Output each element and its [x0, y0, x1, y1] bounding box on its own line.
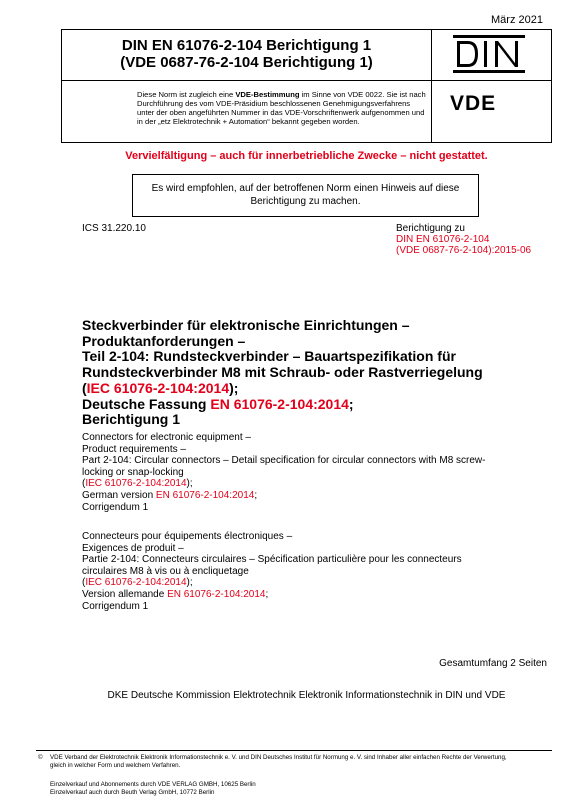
english-title-line: Product requirements – [82, 443, 186, 455]
correction-to-label: Berichtigung zu [396, 223, 465, 234]
copyright-note [38, 754, 520, 769]
french-title-line: Corrigendum 1 [82, 600, 149, 612]
text: Version allemande [82, 588, 168, 600]
english-title-line: Corrigendum 1 [82, 501, 149, 513]
english-title-line: locking or snap-locking [82, 466, 184, 478]
text: ; [254, 489, 258, 501]
document-title-line: DIN EN 61076-2-104 Berichtigung 1 [121, 37, 372, 54]
text: ( [82, 577, 86, 589]
english-title-line: Part 2-104: Circular connectors – Detail specification for circular connectors with M8 screw- [82, 455, 486, 467]
text: ; [265, 588, 269, 600]
english-title-line: Connectors for electronic equipment – [82, 432, 251, 443]
english-title-line [82, 490, 486, 502]
ics-code: ICS 31.220.10 [82, 223, 146, 234]
french-title-line: Connecteurs pour équipements électroniques – [82, 531, 293, 542]
text: Deutsche Fassung [82, 395, 211, 412]
german-title-line [82, 397, 542, 413]
text: ( [82, 478, 86, 490]
sales-line: Einzelverkauf auch durch Beuth Verlag GmbH, 10772 Berlin [50, 789, 215, 796]
sales-info [50, 781, 256, 797]
vde-note-text: im Sinne von VDE 0022. Sie ist nach Durchführung des vom VDE-Präsidium beschlossenen Genehmigungsverfahrens unter der oben angeführten Nummer in das VDE-Vorschriftenwerk aufgenommen und in der „etz Elektrotechnik + Automation“ bekannt gegeben worden. [137, 90, 426, 126]
iec-reference: IEC 61076-2-104:2014 [86, 379, 230, 396]
en-reference: EN 61076-2-104:2014 [210, 395, 349, 412]
total-pages: Gesamtumfang 2 Seiten [439, 658, 547, 669]
text: ); [186, 577, 193, 589]
correction-to-ref: (VDE 0687-76-2-104):2015-06 [396, 245, 532, 256]
vde-note-text: Diese Norm ist zugleich eine [137, 90, 236, 99]
iec-reference: IEC 61076-2-104:2014 [85, 478, 187, 490]
header-divider-horizontal [61, 80, 552, 81]
dke-line: DKE Deutsche Kommission Elektrotechnik Elektronik Informationstechnik in DIN und VDE [107, 690, 506, 701]
en-reference: EN 61076-2-104:2014 [167, 588, 266, 600]
hint-box: Es wird empfohlen, auf der betroffenen Norm einen Hinweis auf diese Berichtigung zu machen. [132, 174, 479, 217]
french-title-line [82, 589, 462, 601]
german-title [82, 318, 542, 428]
document-title-line: (VDE 0687-76-2-104 Berichtigung 1) [120, 54, 373, 71]
french-title-line [82, 577, 462, 589]
text: German version [82, 489, 156, 501]
correction-to-ref: DIN EN 61076-2-104 [396, 234, 490, 245]
french-title-line: Exigences de produit – [82, 542, 184, 554]
text: ; [348, 395, 354, 412]
french-title-line: Partie 2-104: Connecteurs circulaires – Spécification particulière pour les connecteurs [82, 554, 462, 566]
en-reference: EN 61076-2-104:2014 [155, 489, 255, 501]
copy-warning: Vervielfältigung – auch für innerbetriebliche Zwecke – nicht gestattet. [125, 150, 488, 162]
german-title-line: Rundsteckverbinder M8 mit Schraub- oder Rastverriegelung [82, 364, 483, 381]
german-title-line: Teil 2-104: Rundsteckverbinder – Bauartspezifikation für [82, 348, 456, 365]
german-title-line: Steckverbinder für elektronische Einrichtungen – [82, 317, 410, 333]
text: ); [229, 379, 239, 396]
footer-divider [36, 750, 552, 751]
vde-note [137, 90, 427, 126]
german-title-line [82, 381, 542, 397]
header-divider-vertical [431, 29, 432, 143]
german-title-line: Berichtigung 1 [82, 411, 181, 428]
iec-reference: IEC 61076-2-104:2014 [85, 577, 187, 589]
copyright-text: VDE Verband der Elektrotechnik Elektronik Informationstechnik e. V. und DIN Deutsches Institut für Normung e. V. sind Inhaber aller einfachen Rechte der Verwertung, gleich in welcher Form und welchem Verfahren. [50, 754, 507, 769]
text: ); [186, 478, 193, 490]
french-title-line: circulaires M8 à vis ou à encliquetage [82, 565, 249, 577]
french-title [82, 531, 462, 612]
correction-to [396, 223, 531, 256]
english-title [82, 432, 486, 513]
vde-note-bold: VDE-Bestimmung [235, 90, 300, 99]
issue-date: März 2021 [491, 14, 543, 26]
sales-line: Einzelverkauf und Abonnements durch VDE VERLAG GMBH, 10625 Berlin [50, 781, 256, 788]
din-logo [453, 35, 525, 78]
german-title-line: Produktanforderungen – [82, 332, 246, 349]
vde-logo: VDE [450, 92, 497, 115]
copyright-symbol: © [38, 754, 43, 761]
text: ( [82, 379, 87, 396]
english-title-line [82, 478, 486, 490]
document-title [62, 37, 431, 71]
